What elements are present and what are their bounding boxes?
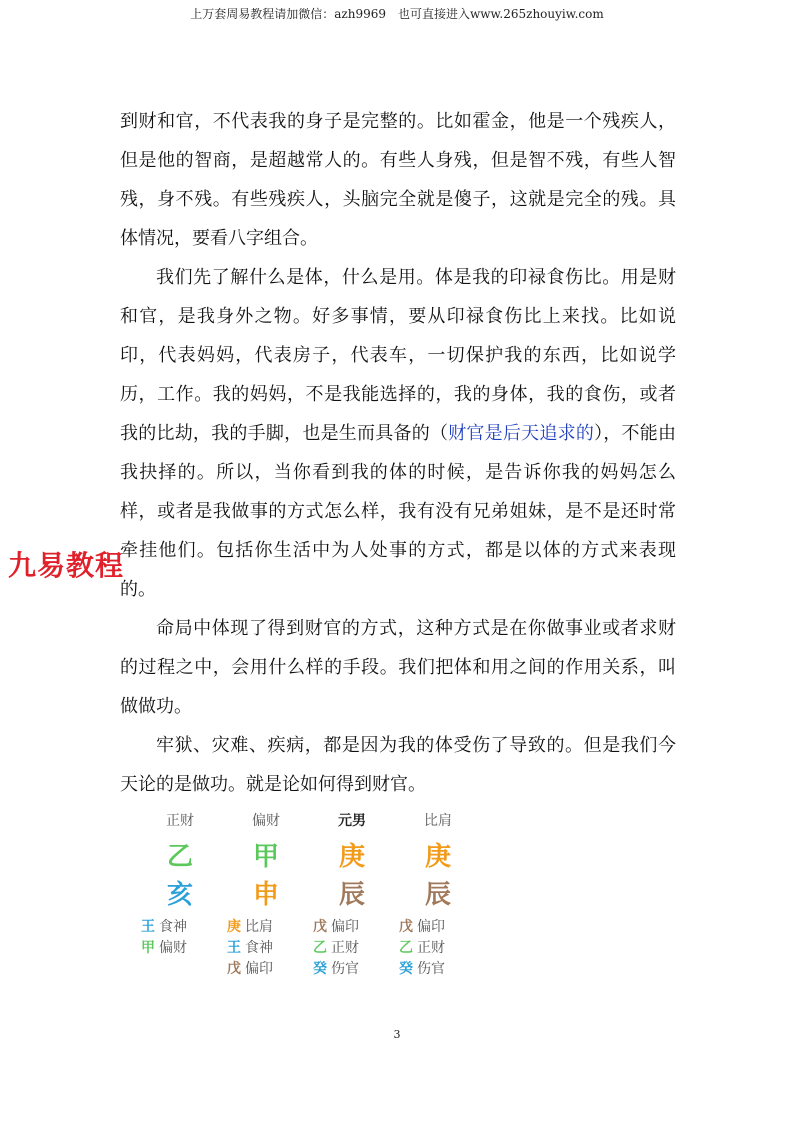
hidden-stem-row [309,959,395,980]
ten-god: 偏财 [159,940,187,956]
bazi-column [395,808,481,988]
bazi-column [137,808,223,988]
hidden-stem-row [137,917,223,938]
ten-god: 食神 [245,940,273,956]
hidden-stem-row [395,959,481,980]
ten-god: 正财 [331,940,359,956]
hidden-stem: 甲 [141,940,155,956]
paragraph-2-part-a: 我们先了解什么是体，什么是用。体是我的印禄食伤比。用是财和官，是我身外之物。好多事情，要从印禄食伤比上来找。比如说印，代表妈妈，代表房子，代表车，一切保护我的东西，比如说学历，工作。我的妈妈，不是我能选择的，我的身体，我的食伤，或者我的比劫，我的手脚，也是生而具备的（ [120,267,676,444]
hidden-stem: 王 [227,940,241,956]
page-header: 上万套周易教程请加微信：azh9969 也可直接进入www.265zhouyiw.com [190,7,604,21]
heavenly-stem: 庚 [338,842,365,872]
heavenly-stem: 乙 [166,842,193,872]
ten-god: 正财 [417,940,445,956]
hidden-stem-row [395,917,481,938]
paragraph-2-part-b: ），不能由我抉择的。所以，当你看到我的体的时候，是告诉你我的妈妈怎么样，或者是我做事的方式怎么样，我有没有兄弟姐妹，是不是还时常牵挂他们。包括你生活中为人处事的方式，都是以体的方式来表现的。 [120,423,677,600]
paragraph-4: 牢狱、灾难、疾病，都是因为我的体受伤了导致的。但是我们今天论的是做功。就是论如何得到财官。 [120,735,676,795]
ten-god: 食神 [159,919,187,935]
hidden-stem-row [223,917,309,938]
hidden-stem-row [223,959,309,980]
column-label: 正财 [166,813,194,829]
hidden-stem: 庚 [227,919,241,935]
hidden-stem-row [395,938,481,959]
ten-god: 偏印 [331,919,359,935]
hidden-stem-row [309,938,395,959]
ten-god: 偏印 [245,961,273,977]
column-label: 比肩 [424,813,452,829]
earthly-branch: 亥 [166,880,193,910]
watermark-logo: 九易教程 [8,549,125,582]
hidden-stem-row [137,938,223,959]
earthly-branch: 辰 [424,880,451,910]
paragraph-1: 到财和官，不代表我的身子是完整的。比如霍金，他是一个残疾人，但是他的智商，是超越常人的。有些人身残，但是智不残，有些人智残，身不残。有些残疾人，头脑完全就是傻子，这就是完全的残。具体情况，要看八字组合。 [120,111,676,249]
hidden-stem: 乙 [313,940,327,956]
ten-god: 伤官 [417,961,445,977]
ten-god: 伤官 [331,961,359,977]
paragraph-3: 命局中体现了得到财官的方式，这种方式是在你做事业或者求财的过程之中，会用什么样的手段。我们把体和用之间的作用关系，叫做做功。 [120,618,676,717]
page-number: 3 [393,1028,401,1041]
hidden-stem: 癸 [313,961,327,977]
paragraph-2 [120,258,676,609]
earthly-branch: 申 [252,880,279,910]
body-text [120,102,676,804]
hidden-stem: 戊 [399,919,413,935]
hidden-stem: 戊 [313,919,327,935]
heavenly-stem: 庚 [424,842,451,872]
bazi-column [223,808,309,988]
hidden-stem-row [223,938,309,959]
hidden-stem: 乙 [399,940,413,956]
column-label: 元男 [338,813,366,829]
heavenly-stem: 甲 [252,842,279,872]
bazi-column [309,808,395,988]
earthly-branch: 辰 [338,880,365,910]
hidden-stem: 戊 [227,961,241,977]
hidden-stem-row [309,917,395,938]
highlight-text: 财官是后天追求的 [448,423,595,444]
hidden-stem: 癸 [399,961,413,977]
ten-god: 偏印 [417,919,445,935]
column-label: 偏财 [252,813,280,829]
hidden-stem: 王 [141,919,155,935]
ten-god: 比肩 [245,919,273,935]
